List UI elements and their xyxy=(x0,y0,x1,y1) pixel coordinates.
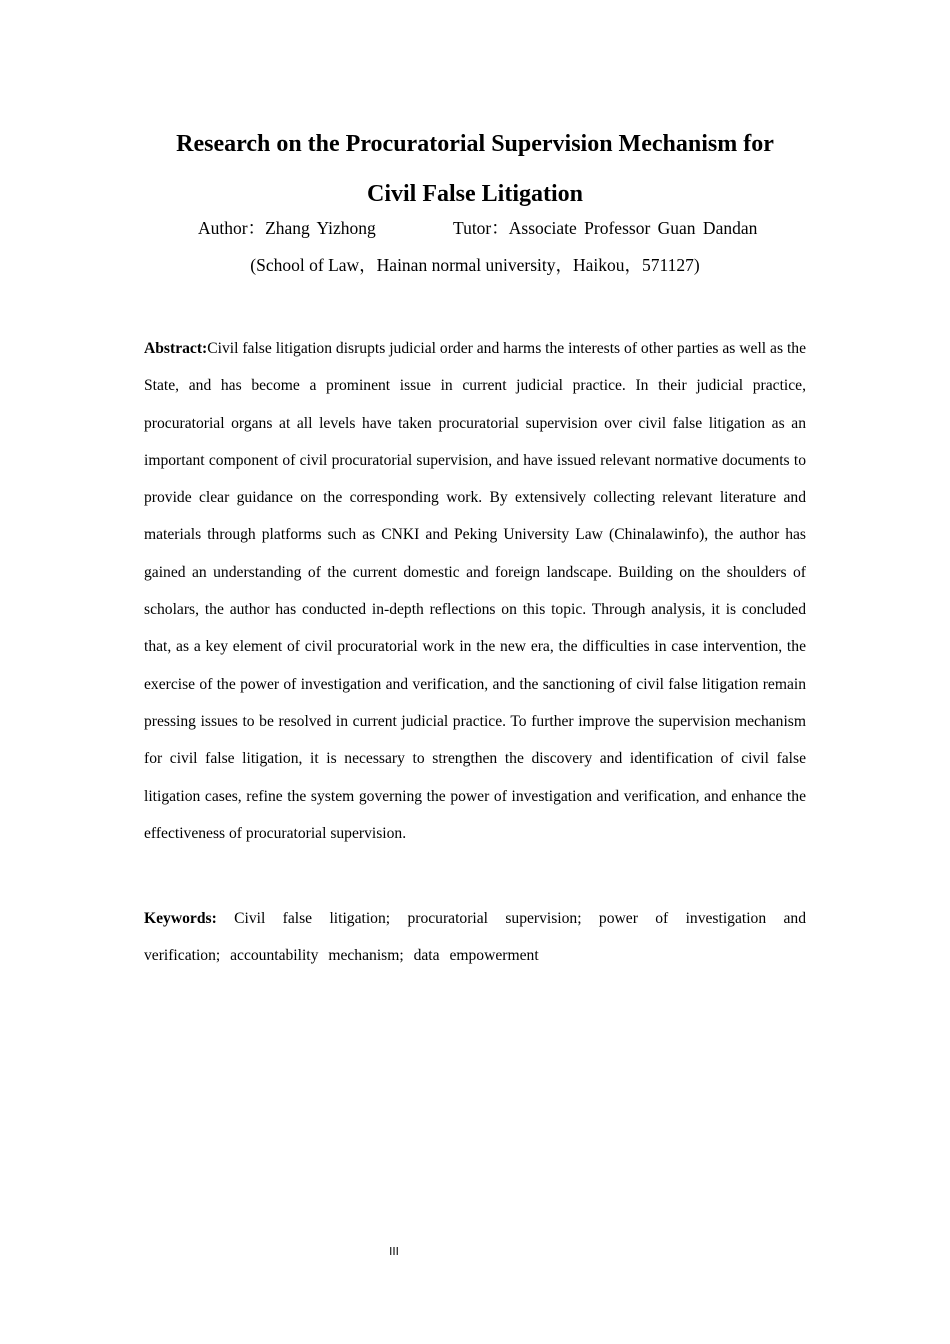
tutor-name: Tutor：Associate Professor Guan Dandan xyxy=(453,218,758,238)
keywords-paragraph xyxy=(144,900,806,975)
keywords-label: Keywords: xyxy=(144,910,217,927)
keywords-text: Civil false litigation; procuratorial supervision; power of investigation and verification; accountability mechanism; data empowerment xyxy=(144,910,806,965)
affiliation: (School of Law，Hainan normal university，Haikou，571127) xyxy=(250,255,700,275)
title-line-2: Civil False Litigation xyxy=(367,181,583,207)
abstract-label: Abstract: xyxy=(144,340,208,357)
paper-title xyxy=(100,119,850,219)
byline xyxy=(198,214,798,242)
page-number: III xyxy=(389,1245,399,1258)
abstract-text: Civil false litigation disrupts judicial order and harms the interests of other parties as well as the State, and has become a prominent issue in current judicial practice. In their judicial practice, procuratorial organs at all levels have taken procuratorial supervision over civil false litigation as an important component of civil procuratorial supervision, and have issued relevant normative documents to provide clear guidance on the corresponding work. By extensively collecting relevant literature and materials through platforms such as CNKI and Peking University Law (Chinalawinfo), the author has gained an understanding of the current domestic and foreign landscape. Building on the shoulders of scholars, the author has conducted in-depth reflections on this topic. Through analysis, it is concluded that, as a key element of civil procuratorial work in the new era, the difficulties in case intervention, the exercise of the power of investigation and verification, and the sanctioning of civil false litigation remain pressing issues to be resolved in current judicial practice. To further improve the supervision mechanism for civil false litigation, it is necessary to strengthen the discovery and identification of civil false litigation cases, refine the system governing the power of investigation and verification, and enhance the effectiveness of procuratorial supervision. xyxy=(144,340,806,842)
title-line-1: Research on the Procuratorial Supervision Mechanism for xyxy=(176,131,774,157)
abstract-paragraph xyxy=(144,330,806,852)
author-name: Author：Zhang Yizhong xyxy=(198,218,376,238)
